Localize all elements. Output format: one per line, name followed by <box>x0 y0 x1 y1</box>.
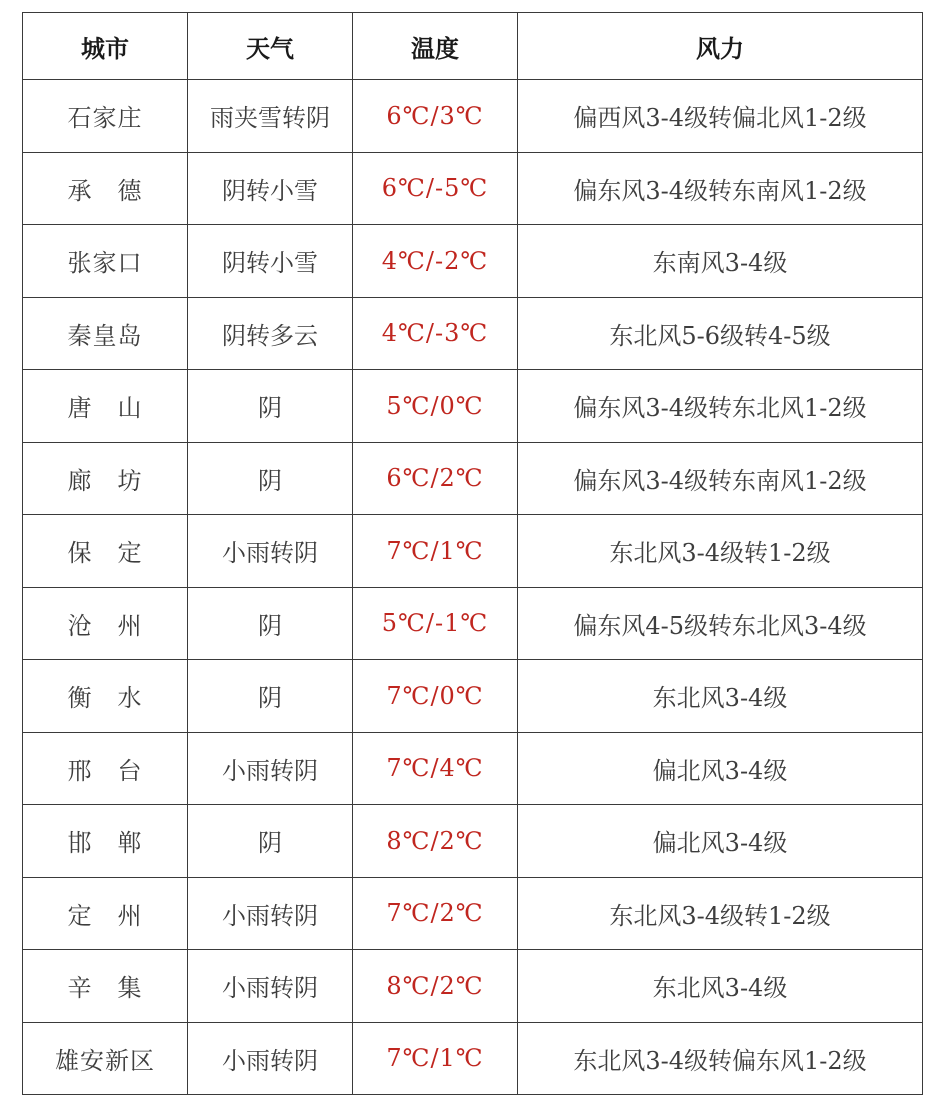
temperature-cell: 6℃/-5℃ <box>353 152 518 225</box>
wind-cell: 东北风3-4级 <box>518 950 923 1023</box>
wind-cell: 偏西风3-4级转偏北风1-2级 <box>518 80 923 153</box>
city-cell: 邢 台 <box>23 732 188 805</box>
table-row <box>23 297 923 370</box>
temperature-cell: 7℃/0℃ <box>353 660 518 733</box>
city-cell: 辛 集 <box>23 950 188 1023</box>
temperature-cell: 7℃/1℃ <box>353 1022 518 1095</box>
temperature-cell: 7℃/4℃ <box>353 732 518 805</box>
weather-cell: 阴转多云 <box>188 297 353 370</box>
wind-cell: 东北风3-4级 <box>518 660 923 733</box>
city-cell: 张家口 <box>23 225 188 298</box>
weather-cell: 小雨转阴 <box>188 515 353 588</box>
wind-cell: 偏北风3-4级 <box>518 732 923 805</box>
weather-cell: 阴 <box>188 660 353 733</box>
weather-cell: 阴转小雪 <box>188 225 353 298</box>
weather-forecast-table <box>22 12 923 1095</box>
table-row <box>23 80 923 153</box>
wind-cell: 偏北风3-4级 <box>518 805 923 878</box>
table-row <box>23 732 923 805</box>
weather-cell: 小雨转阴 <box>188 732 353 805</box>
header-weather: 天气 <box>188 13 353 80</box>
table-body <box>23 80 923 1095</box>
table-row <box>23 225 923 298</box>
header-city: 城市 <box>23 13 188 80</box>
city-cell: 保 定 <box>23 515 188 588</box>
weather-cell: 阴转小雪 <box>188 152 353 225</box>
wind-cell: 东北风3-4级转1-2级 <box>518 877 923 950</box>
table-row <box>23 515 923 588</box>
temperature-cell: 8℃/2℃ <box>353 805 518 878</box>
header-row <box>23 13 923 80</box>
table-row <box>23 1022 923 1095</box>
weather-cell: 小雨转阴 <box>188 1022 353 1095</box>
city-cell: 廊 坊 <box>23 442 188 515</box>
temperature-cell: 5℃/0℃ <box>353 370 518 443</box>
weather-cell: 阴 <box>188 370 353 443</box>
wind-cell: 偏东风3-4级转东南风1-2级 <box>518 152 923 225</box>
city-cell: 秦皇岛 <box>23 297 188 370</box>
weather-cell: 小雨转阴 <box>188 950 353 1023</box>
city-cell: 雄安新区 <box>23 1022 188 1095</box>
header-temperature: 温度 <box>353 13 518 80</box>
table-row <box>23 587 923 660</box>
temperature-cell: 6℃/3℃ <box>353 80 518 153</box>
table-row <box>23 877 923 950</box>
wind-cell: 偏东风3-4级转东南风1-2级 <box>518 442 923 515</box>
table-row <box>23 950 923 1023</box>
weather-cell: 阴 <box>188 442 353 515</box>
temperature-cell: 4℃/-2℃ <box>353 225 518 298</box>
table-row <box>23 805 923 878</box>
wind-cell: 东北风3-4级转1-2级 <box>518 515 923 588</box>
temperature-cell: 6℃/2℃ <box>353 442 518 515</box>
weather-cell: 阴 <box>188 805 353 878</box>
city-cell: 邯 郸 <box>23 805 188 878</box>
temperature-cell: 7℃/1℃ <box>353 515 518 588</box>
table-row <box>23 370 923 443</box>
temperature-cell: 7℃/2℃ <box>353 877 518 950</box>
city-cell: 唐 山 <box>23 370 188 443</box>
wind-cell: 东北风3-4级转偏东风1-2级 <box>518 1022 923 1095</box>
temperature-cell: 8℃/2℃ <box>353 950 518 1023</box>
temperature-cell: 5℃/-1℃ <box>353 587 518 660</box>
city-cell: 沧 州 <box>23 587 188 660</box>
wind-cell: 东北风5-6级转4-5级 <box>518 297 923 370</box>
temperature-cell: 4℃/-3℃ <box>353 297 518 370</box>
city-cell: 衡 水 <box>23 660 188 733</box>
weather-cell: 阴 <box>188 587 353 660</box>
weather-cell: 小雨转阴 <box>188 877 353 950</box>
wind-cell: 东南风3-4级 <box>518 225 923 298</box>
city-cell: 石家庄 <box>23 80 188 153</box>
header-wind: 风力 <box>518 13 923 80</box>
table-row <box>23 152 923 225</box>
wind-cell: 偏东风4-5级转东北风3-4级 <box>518 587 923 660</box>
table-row <box>23 660 923 733</box>
wind-cell: 偏东风3-4级转东北风1-2级 <box>518 370 923 443</box>
city-cell: 承 德 <box>23 152 188 225</box>
city-cell: 定 州 <box>23 877 188 950</box>
table-row <box>23 442 923 515</box>
weather-cell: 雨夹雪转阴 <box>188 80 353 153</box>
